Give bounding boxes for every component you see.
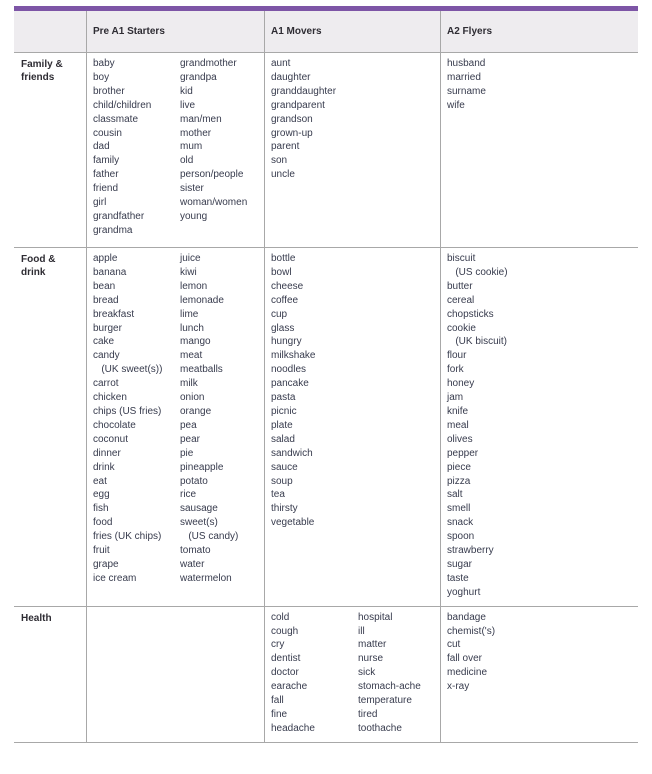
word: tired [358,709,378,720]
word: meatballs [180,364,223,376]
word: picnic [271,405,297,417]
word-list [180,57,260,224]
word: bandage [447,611,486,623]
word: earache [271,681,308,693]
word: fall [271,695,284,707]
word: honey [447,378,475,390]
cell-family-starters [86,53,264,247]
word: burger [93,322,122,334]
cell-family-movers [264,53,440,247]
word: bowl [271,266,292,278]
word: married [447,71,481,83]
word: parent [271,141,300,153]
cell-health-movers [264,607,440,742]
word: fork [447,364,464,376]
word: salad [271,433,295,445]
word: sister [180,183,204,195]
word: son [271,155,288,167]
word: pizza [447,475,471,487]
word: milk [180,378,198,390]
word: chicken [93,392,127,404]
word: soup [271,475,293,487]
word: breakfast [93,308,135,320]
word: flour [447,350,467,362]
word: spoon [447,531,475,543]
word: cut [447,639,461,651]
word: pineapple [180,461,224,473]
header-category-blank [14,11,86,52]
word: boy [93,71,110,83]
word: coconut [93,433,129,445]
word: grandpa [180,71,217,83]
word: doctor [271,667,299,679]
word: butter [447,280,473,292]
word: toothache [358,722,402,734]
word: person/people [180,169,244,181]
word: woman/women [180,197,248,209]
word: stomach-ache [358,681,421,693]
word: granddaughter [271,85,337,97]
cell-food-flyers [440,248,638,606]
word: tea [271,489,285,501]
word: bread [93,294,119,306]
word: surname [447,85,486,97]
word: father [93,169,119,181]
word: taste [447,572,469,584]
word: young [180,210,208,222]
word: pea [180,419,197,431]
word: orange [180,405,212,417]
word: sandwich [271,447,313,459]
word: lemon [180,280,208,292]
word: sauce [271,461,298,473]
table-header-row [14,11,638,52]
word-list [93,252,180,586]
word: sausage [180,503,218,515]
word: hungry [271,336,302,348]
word: classmate [93,113,139,125]
word: olives [447,433,473,445]
cell-food-starters [86,248,264,606]
category-label-health: Health [21,612,52,624]
word: banana [93,266,127,278]
word: (US cookie) [447,266,508,278]
word: x-ray [447,681,470,693]
cell-health-starters [86,607,264,742]
word: fall over [447,653,483,665]
table-row-family-friends [14,52,638,247]
word: jam [447,392,464,404]
word-list [271,252,358,530]
word: water [180,558,205,570]
cell-family-flyers [440,53,638,247]
word-list [447,611,534,694]
vocabulary-table [14,6,638,743]
word: matter [358,639,387,651]
word: cake [93,336,115,348]
word: carrot [93,378,119,390]
word: man/men [180,113,222,125]
word: coffee [271,294,299,306]
table-row-food-drink [14,247,638,606]
word: thirsty [271,503,298,515]
word: grandfather [93,210,145,222]
word: snack [447,517,474,529]
word: girl [93,197,107,209]
word: mango [180,336,211,348]
word: lemonade [180,294,224,306]
word: nurse [358,653,384,665]
word: milkshake [271,350,316,362]
word: cup [271,308,288,320]
word: chips (US fries) [93,405,162,417]
word: onion [180,392,205,404]
word: meat [180,350,203,362]
word: headache [271,722,315,734]
word: husband [447,58,486,69]
category-label-family-friends: Family & friends [21,59,63,83]
word-list [447,252,534,600]
word: dentist [271,653,301,665]
word: cereal [447,294,475,306]
word: yoghurt [447,586,481,598]
table-row-health [14,606,638,743]
word: grandparent [271,99,325,111]
word: fish [93,503,109,515]
word: dinner [93,447,121,459]
word: grape [93,558,119,570]
word: sweet(s) [180,517,218,529]
word: fries (UK chips) [93,531,162,543]
word: rice [180,489,197,501]
word: ill [358,625,365,637]
word: apple [93,253,118,264]
word: fruit [93,545,110,557]
word: potato [180,475,208,487]
word: cookie [447,322,476,334]
word-list [358,611,438,736]
header-a1-movers: A1 Movers [264,11,440,52]
word: grown-up [271,127,313,139]
word: uncle [271,169,295,181]
word: vegetable [271,517,315,529]
word: cousin [93,127,122,139]
word: baby [93,58,115,69]
word: drink [93,461,115,473]
word: (US candy) [180,531,239,543]
word: cold [271,611,290,623]
word: (UK biscuit) [447,336,508,348]
word: candy [93,350,120,362]
word: bean [93,280,116,292]
word: tomato [180,545,211,557]
word-list [271,611,358,736]
word: ice cream [93,572,137,584]
word: temperature [358,695,412,707]
word: sick [358,667,376,679]
word: piece [447,461,471,473]
word: strawberry [447,545,494,557]
word: chopsticks [447,308,494,320]
word: hospital [358,611,393,623]
cell-health-flyers [440,607,638,742]
word: child/children [93,99,152,111]
word: live [180,99,196,111]
word-list [180,252,260,586]
word: mum [180,141,203,153]
word: (UK sweet(s)) [93,364,163,376]
word: wife [447,99,465,111]
word: bottle [271,253,296,264]
word: pasta [271,392,296,404]
header-pre-a1-starters: Pre A1 Starters [86,11,264,52]
word: dad [93,141,110,153]
word: grandmother [180,58,237,69]
word: pear [180,433,201,445]
word: salt [447,489,463,501]
word: daughter [271,71,311,83]
word: aunt [271,58,291,69]
word: pepper [447,447,479,459]
word: lime [180,308,199,320]
word: watermelon [180,572,232,584]
word: knife [447,405,469,417]
word: kiwi [180,266,197,278]
word: chemist('s) [447,625,496,637]
word: sugar [447,558,473,570]
word: kid [180,85,193,97]
word: family [93,155,120,167]
word: food [93,517,113,529]
word: eat [93,475,107,487]
word: pie [180,447,194,459]
word: grandma [93,224,133,236]
word: old [180,155,194,167]
word: noodles [271,364,307,376]
word: chocolate [93,419,136,431]
word-list [271,57,358,182]
header-a2-flyers: A2 Flyers [440,11,638,52]
word: meal [447,419,469,431]
word: lunch [180,322,204,334]
word: cough [271,625,299,637]
word: glass [271,322,295,334]
word: plate [271,419,293,431]
word: biscuit [447,253,476,264]
word: fine [271,709,288,720]
word: egg [93,489,110,501]
word: medicine [447,667,488,679]
word-list [93,57,180,238]
word: grandson [271,113,313,125]
cell-food-movers [264,248,440,606]
word: pancake [271,378,309,390]
word: brother [93,85,125,97]
word: juice [180,253,201,264]
word: smell [447,503,471,515]
word: cry [271,639,285,651]
word: friend [93,183,119,195]
category-label-food-drink: Food & drink [21,254,56,278]
word: cheese [271,280,304,292]
word-list [447,57,534,113]
word: mother [180,127,212,139]
